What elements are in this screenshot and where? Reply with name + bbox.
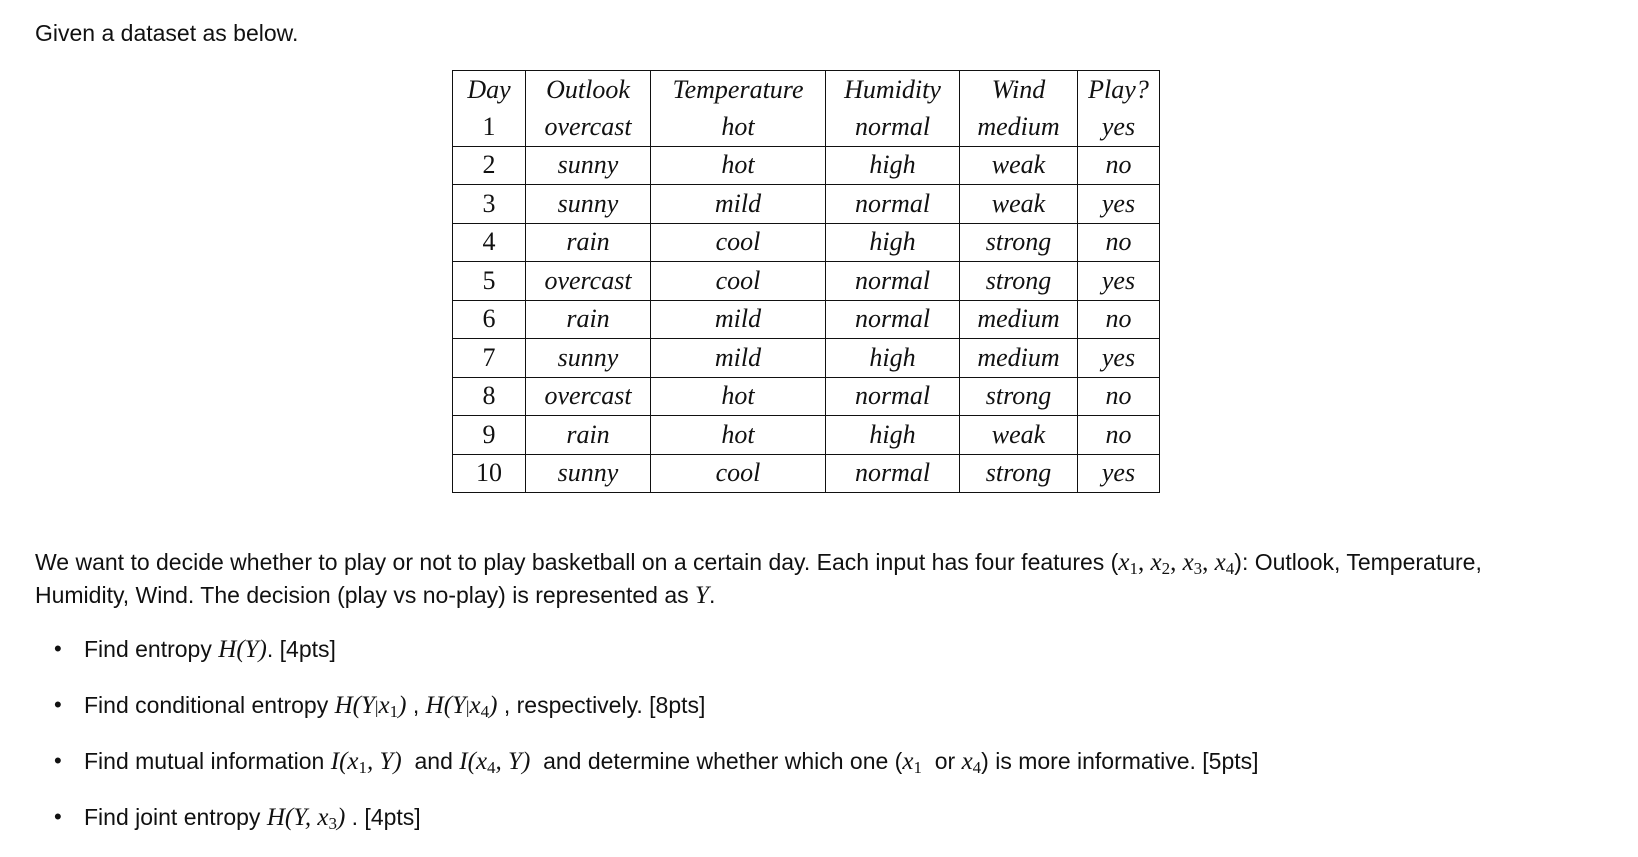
table-cell: yes bbox=[1078, 108, 1160, 146]
column-header: Wind bbox=[960, 71, 1078, 109]
table-cell: medium bbox=[960, 339, 1078, 378]
table-cell: normal bbox=[826, 454, 960, 493]
table-cell: 3 bbox=[453, 185, 526, 224]
table-cell: strong bbox=[960, 377, 1078, 416]
table-row bbox=[453, 146, 1160, 185]
table-cell: yes bbox=[1078, 262, 1160, 301]
table-cell: rain bbox=[526, 300, 651, 339]
task-text: . [4pts] bbox=[351, 804, 421, 830]
table-cell: mild bbox=[651, 300, 826, 339]
table-row bbox=[453, 454, 1160, 493]
table-cell: 2 bbox=[453, 146, 526, 185]
task-text: , respectively. [8pts] bbox=[503, 692, 706, 718]
table-row bbox=[453, 416, 1160, 455]
math-expression: $I(x_1$, Y) bbox=[330, 748, 402, 777]
table-cell: high bbox=[826, 146, 960, 185]
table-cell: mild bbox=[651, 185, 826, 224]
dataset-table bbox=[452, 70, 1160, 493]
table-cell: sunny bbox=[526, 339, 651, 378]
task-text: Find entropy bbox=[84, 636, 212, 662]
task-text: Find joint entropy bbox=[84, 804, 261, 830]
dataset-table-container bbox=[452, 70, 1160, 493]
table-row bbox=[453, 223, 1160, 262]
list-item bbox=[0, 633, 1259, 689]
table-cell: normal bbox=[826, 185, 960, 224]
table-cell: cool bbox=[651, 454, 826, 493]
column-header: Day bbox=[453, 71, 526, 109]
table-cell: hot bbox=[651, 377, 826, 416]
table-cell: yes bbox=[1078, 454, 1160, 493]
table-cell: no bbox=[1078, 146, 1160, 185]
decision-variable: Y bbox=[695, 582, 709, 609]
table-cell: normal bbox=[826, 108, 960, 146]
task-text: or bbox=[934, 748, 956, 774]
column-header: Humidity bbox=[826, 71, 960, 109]
table-cell: 7 bbox=[453, 339, 526, 378]
table-cell: medium bbox=[960, 300, 1078, 339]
bullet-icon: • bbox=[54, 748, 62, 773]
table-cell: strong bbox=[960, 223, 1078, 262]
table-cell: no bbox=[1078, 416, 1160, 455]
table-cell: weak bbox=[960, 146, 1078, 185]
math-expression: $H(Y|x_1)$ bbox=[334, 692, 407, 721]
table-cell: no bbox=[1078, 300, 1160, 339]
table-cell: no bbox=[1078, 223, 1160, 262]
table-cell: 6 bbox=[453, 300, 526, 339]
table-row bbox=[453, 339, 1160, 378]
description-part2: ): Outlook, Temperature, bbox=[1234, 549, 1482, 575]
table-cell: 9 bbox=[453, 416, 526, 455]
table-body bbox=[453, 108, 1160, 493]
description-part3: Humidity, Wind. The decision (play vs no-play) is represented as bbox=[35, 582, 689, 608]
table-cell: sunny bbox=[526, 185, 651, 224]
table-cell: yes bbox=[1078, 185, 1160, 224]
task-text: Find conditional entropy bbox=[84, 692, 329, 718]
table-cell: mild bbox=[651, 339, 826, 378]
task-text: ) is more informative. [5pts] bbox=[981, 748, 1259, 774]
table-cell: normal bbox=[826, 377, 960, 416]
task-text: and determine whether which one ( bbox=[543, 748, 903, 774]
table-cell: 4 bbox=[453, 223, 526, 262]
feature-symbol: $x_4$ bbox=[1214, 549, 1235, 578]
task-list bbox=[0, 633, 1259, 857]
bullet-icon: • bbox=[54, 692, 62, 717]
table-cell: high bbox=[826, 339, 960, 378]
list-item bbox=[0, 801, 1259, 857]
table-header-row bbox=[453, 71, 1160, 109]
table-cell: rain bbox=[526, 223, 651, 262]
feature-symbol: $x_2$ bbox=[1150, 549, 1171, 578]
table-cell: medium bbox=[960, 108, 1078, 146]
table-cell: strong bbox=[960, 454, 1078, 493]
table-cell: rain bbox=[526, 416, 651, 455]
math-expression: H(Y) bbox=[218, 636, 267, 663]
table-cell: normal bbox=[826, 300, 960, 339]
table-cell: weak bbox=[960, 185, 1078, 224]
table-cell: 1 bbox=[453, 108, 526, 146]
table-cell: high bbox=[826, 223, 960, 262]
table-cell: sunny bbox=[526, 454, 651, 493]
intro-text: Given a dataset as below. bbox=[35, 20, 299, 46]
math-expression: $x_1$ bbox=[902, 748, 922, 777]
math-expression: $H(Y|x_4)$ bbox=[425, 692, 498, 721]
table-cell: 8 bbox=[453, 377, 526, 416]
math-expression: $x_4$ bbox=[961, 748, 982, 777]
table-cell: sunny bbox=[526, 146, 651, 185]
table-cell: hot bbox=[651, 108, 826, 146]
description-part1: We want to decide whether to play or not to play basketball on a certain day. Each input has four features ( bbox=[35, 549, 1119, 575]
table-cell: hot bbox=[651, 416, 826, 455]
table-cell: strong bbox=[960, 262, 1078, 301]
column-header: Play? bbox=[1078, 71, 1160, 109]
table-row bbox=[453, 185, 1160, 224]
table-cell: normal bbox=[826, 262, 960, 301]
list-item bbox=[0, 745, 1259, 801]
table-cell: 5 bbox=[453, 262, 526, 301]
table-cell: cool bbox=[651, 262, 826, 301]
problem-description bbox=[35, 546, 1615, 612]
feature-vector: $x_1$, $x_2$, $x_3$, $x_4$ bbox=[1118, 549, 1235, 578]
table-row bbox=[453, 262, 1160, 301]
feature-symbol: $x_1$ bbox=[1118, 549, 1138, 578]
table-cell: overcast bbox=[526, 262, 651, 301]
table-cell: 10 bbox=[453, 454, 526, 493]
table-cell: hot bbox=[651, 146, 826, 185]
task-text: . [4pts] bbox=[266, 636, 336, 662]
list-item: • Find conditional entropy $H(Y|x_1)$ , $H(Y|x_4)$ , respectively. [8pts] bbox=[0, 689, 1259, 745]
description-part4: . bbox=[708, 582, 716, 608]
math-expression: H(Y, $x_3$) bbox=[266, 804, 346, 833]
task-text: and bbox=[414, 748, 453, 774]
math-expression: $I(x_4$, Y) bbox=[459, 748, 531, 777]
table-cell: weak bbox=[960, 416, 1078, 455]
table-row bbox=[453, 300, 1160, 339]
task-text: Find mutual information bbox=[84, 748, 325, 774]
table-cell: yes bbox=[1078, 339, 1160, 378]
table-cell: cool bbox=[651, 223, 826, 262]
table-row bbox=[453, 377, 1160, 416]
table-cell: overcast bbox=[526, 377, 651, 416]
column-header: Outlook bbox=[526, 71, 651, 109]
feature-symbol: $x_3$ bbox=[1182, 549, 1203, 578]
bullet-icon: • bbox=[54, 804, 62, 829]
table-cell: no bbox=[1078, 377, 1160, 416]
table-cell: high bbox=[826, 416, 960, 455]
bullet-icon: • bbox=[54, 636, 62, 661]
column-header: Temperature bbox=[651, 71, 826, 109]
table-cell: overcast bbox=[526, 108, 651, 146]
table-row bbox=[453, 108, 1160, 146]
